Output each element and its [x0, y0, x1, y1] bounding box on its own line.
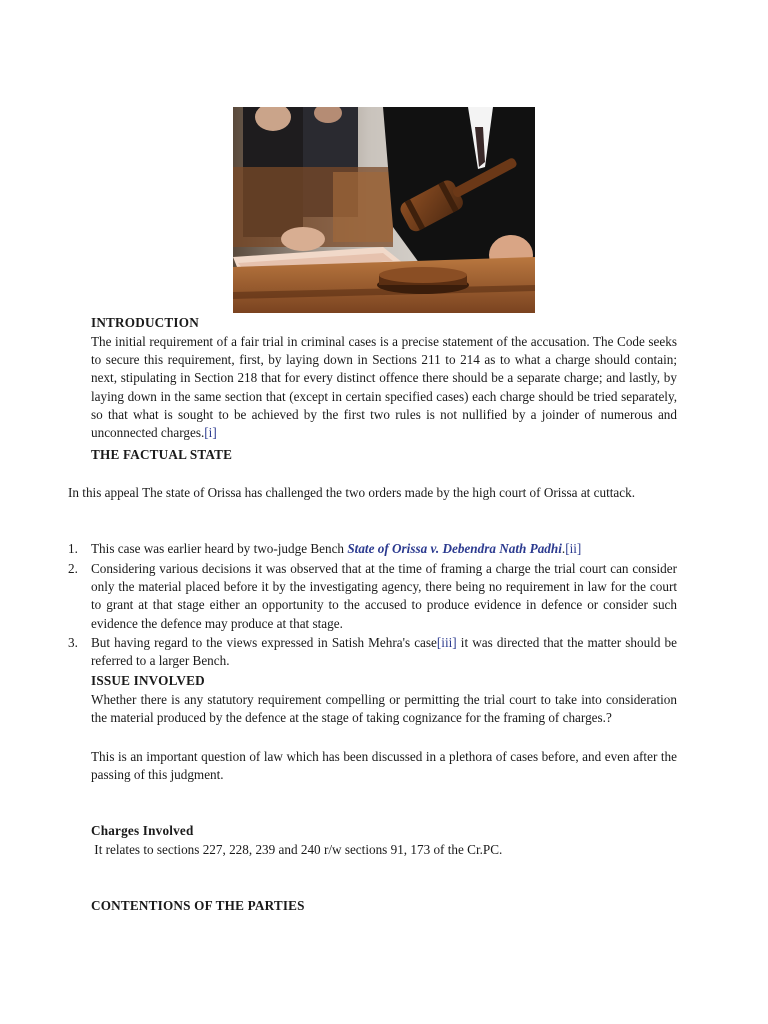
charges-involved-heading: Charges Involved: [91, 823, 194, 838]
list-item: [68, 540, 677, 558]
introduction-text: The initial requirement of a fair trial in criminal cases is a precise statement of the accusation. The Code seeks to secure this requirement, first, by laying down in Sections 211 to 214 as to what a charge should contain; next, stipulating in Section 218 that for every distinct offence there should be a separate charge; and lastly, by laying down in the same section that (except in certain specified cases) each charge should be tried separately, so that what is sought to be achieved by the first two rules is not nullified by a joinder of numerous and unconnected charges.: [91, 334, 677, 441]
list-item: [68, 634, 677, 670]
issue-involved-heading: ISSUE INVOLVED: [91, 673, 205, 688]
list-item-number: 3.: [68, 635, 78, 650]
charges-paragraph: It relates to sections 227, 228, 239 and 240 r/w sections 91, 173 of the Cr.PC.: [91, 842, 503, 857]
list-item-period: .: [561, 541, 566, 556]
footnote-ref-iii[interactable]: [iii]: [436, 635, 457, 650]
list-item-text: Considering various decisions it was observed that at the time of framing a charge the trial court can consider only the material placed before it by the investigating agency, there being no requirement in law for the court to grant at that stage either an opportunity to the accused to produce evidence in defence or consider such evidence the defence may produce at that stage.: [91, 561, 677, 631]
introduction-paragraph: [91, 333, 677, 442]
list-item-text: But having regard to the views expressed in Satish Mehra's case: [91, 635, 437, 650]
footnote-ref-ii[interactable]: [ii]: [565, 541, 582, 556]
factual-state-paragraph: In this appeal The state of Orissa has challenged the two orders made by the high court of Orissa at cuttack.: [68, 485, 636, 500]
issue-paragraph-question: Whether there is any statutory requirement compelling or permitting the trial court to take into consideration the material produced by the defence at the stage of taking cognizance for the framing of charges.?: [91, 692, 677, 726]
issue-paragraph-importance: This is an important question of law which has been discussed in a plethora of cases before, and even after the passing of this judgment.: [91, 749, 677, 783]
list-item-text: This case was earlier heard by two-judge Bench: [91, 541, 348, 556]
list-item: [68, 560, 677, 633]
list-item-text-end: it was directed that the matter should be referred to a larger Bench.: [91, 635, 677, 669]
factual-state-heading: THE FACTUAL STATE: [91, 447, 233, 462]
courtroom-gavel-photo: [233, 107, 535, 313]
contentions-heading: CONTENTIONS OF THE PARTIES: [91, 898, 305, 913]
footnote-ref-i[interactable]: [i]: [204, 425, 217, 441]
introduction-heading: INTRODUCTION: [91, 315, 199, 330]
list-item-number: 1.: [68, 541, 78, 556]
case-citation[interactable]: State of Orissa v. Debendra Nath Padhi: [347, 541, 562, 556]
list-item-number: 2.: [68, 561, 78, 576]
